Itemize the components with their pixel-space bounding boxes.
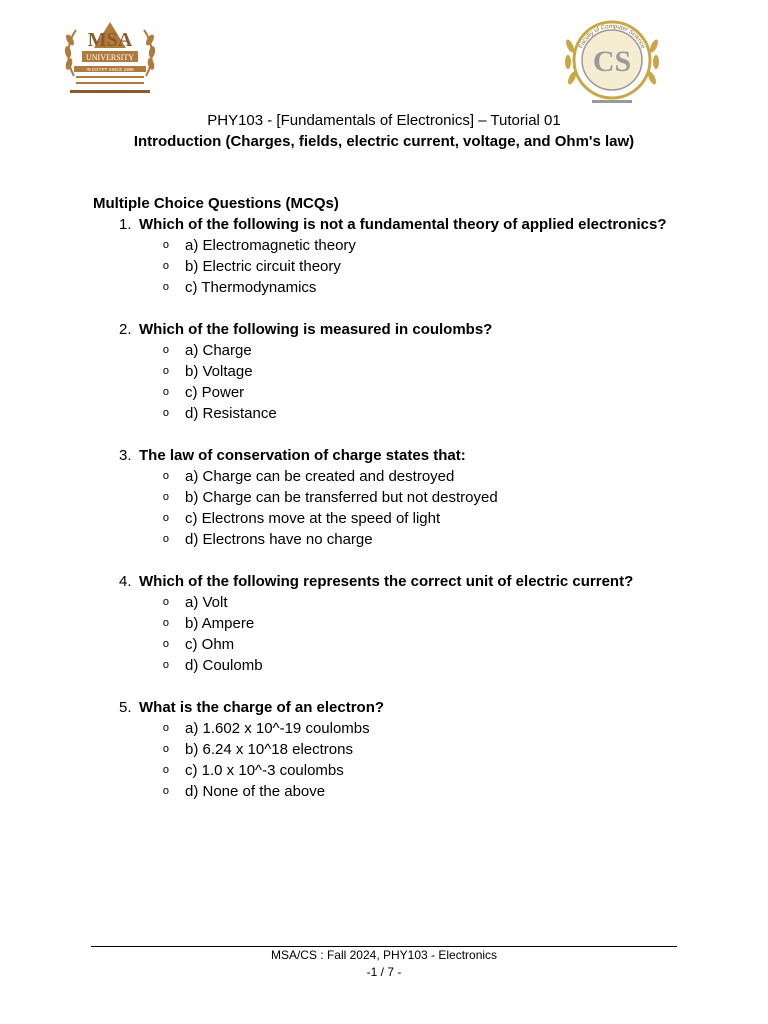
question-item xyxy=(93,319,693,424)
circle-bullet-icon: o xyxy=(162,239,169,251)
option-text: a) 1.602 x 10^-19 coulombs xyxy=(185,720,370,737)
logo-main-text: MSA xyxy=(87,29,133,51)
option-text: c) Electrons move at the speed of light xyxy=(185,510,441,527)
circle-bullet-icon: o xyxy=(162,512,169,524)
seal-ring-text: Faculty of Computer Science xyxy=(578,23,646,50)
circle-bullet-icon: o xyxy=(162,407,169,419)
question-number: 1. xyxy=(119,216,132,233)
option-list xyxy=(93,718,693,802)
faculty-cs-seal-logo xyxy=(556,16,668,108)
option-item xyxy=(93,592,693,613)
circle-bullet-icon: o xyxy=(162,344,169,356)
logo-sub-text: UNIVERSITY xyxy=(86,53,134,62)
question-item xyxy=(93,214,693,298)
option-item xyxy=(93,277,693,298)
question-item xyxy=(93,571,693,676)
option-text: d) None of the above xyxy=(185,783,326,800)
question-number: 4. xyxy=(119,573,132,590)
question-text: Which of the following represents the correct unit of electric current? xyxy=(139,573,634,590)
circle-bullet-icon: o xyxy=(162,470,169,482)
circle-bullet-icon: o xyxy=(162,764,169,776)
circle-bullet-icon: o xyxy=(162,596,169,608)
question-line xyxy=(93,697,693,718)
option-item xyxy=(93,256,693,277)
option-item xyxy=(93,403,693,424)
question-number: 3. xyxy=(119,447,132,464)
circle-bullet-icon: o xyxy=(162,659,169,671)
circle-bullet-icon: o xyxy=(162,722,169,734)
option-list xyxy=(93,592,693,676)
question-line xyxy=(93,319,693,340)
question-text: What is the charge of an electron? xyxy=(139,699,385,716)
option-item xyxy=(93,487,693,508)
option-item xyxy=(93,718,693,739)
question-item xyxy=(93,445,693,550)
circle-bullet-icon: o xyxy=(162,491,169,503)
tutorial-title: PHY103 - [Fundamentals of Electronics] – Tutorial 01 xyxy=(207,112,561,129)
circle-bullet-icon: o xyxy=(162,533,169,545)
question-line xyxy=(93,445,693,466)
section-title: Multiple Choice Questions (MCQs) xyxy=(93,195,339,212)
circle-bullet-icon: o xyxy=(162,617,169,629)
option-item xyxy=(93,655,693,676)
option-item xyxy=(93,466,693,487)
option-text: a) Volt xyxy=(185,594,228,611)
circle-bullet-icon: o xyxy=(162,743,169,755)
option-text: c) Thermodynamics xyxy=(185,279,317,296)
option-list xyxy=(93,466,693,550)
option-text: b) Charge can be transferred but not destroyed xyxy=(185,489,498,506)
option-list xyxy=(93,235,693,298)
page-footer xyxy=(91,947,677,981)
circle-bullet-icon: o xyxy=(162,386,169,398)
tutorial-subtitle: Introduction (Charges, fields, electric current, voltage, and Ohm's law) xyxy=(133,133,635,150)
question-number: 2. xyxy=(119,321,132,338)
circle-bullet-icon: o xyxy=(162,260,169,272)
question-text: Which of the following is measured in coulombs? xyxy=(139,321,493,338)
option-item xyxy=(93,529,693,550)
question-list xyxy=(93,214,693,802)
seal-center-text: CS xyxy=(592,45,632,78)
option-text: d) Coulomb xyxy=(185,657,263,674)
option-text: a) Charge can be created and destroyed xyxy=(185,468,455,485)
question-number: 5. xyxy=(119,699,132,716)
question-item xyxy=(93,697,693,802)
option-item xyxy=(93,781,693,802)
circle-bullet-icon: o xyxy=(162,785,169,797)
msa-university-logo xyxy=(60,18,160,106)
option-item xyxy=(93,361,693,382)
question-line xyxy=(93,214,693,235)
option-item xyxy=(93,235,693,256)
footer-page-number: -1 / 7 - xyxy=(366,965,402,979)
option-text: d) Resistance xyxy=(185,405,277,422)
document-header xyxy=(100,110,668,152)
option-list xyxy=(93,340,693,424)
option-text: a) Charge xyxy=(185,342,252,359)
circle-bullet-icon: o xyxy=(162,365,169,377)
option-text: c) 1.0 x 10^-3 coulombs xyxy=(185,762,344,779)
option-text: d) Electrons have no charge xyxy=(185,531,373,548)
option-item xyxy=(93,613,693,634)
option-item xyxy=(93,340,693,361)
question-text: The law of conservation of charge states that: xyxy=(139,447,466,464)
option-text: c) Ohm xyxy=(185,636,235,653)
circle-bullet-icon: o xyxy=(162,638,169,650)
option-item xyxy=(93,508,693,529)
option-item xyxy=(93,634,693,655)
question-line xyxy=(93,571,693,592)
option-item xyxy=(93,760,693,781)
option-text: b) Voltage xyxy=(185,363,253,380)
option-text: b) 6.24 x 10^18 electrons xyxy=(185,741,353,758)
question-text: Which of the following is not a fundamental theory of applied electronics? xyxy=(139,216,667,233)
option-text: c) Power xyxy=(185,384,245,401)
option-item xyxy=(93,739,693,760)
mcq-section xyxy=(93,193,693,802)
option-text: b) Electric circuit theory xyxy=(185,258,341,275)
option-text: a) Electromagnetic theory xyxy=(185,237,356,254)
option-item xyxy=(93,382,693,403)
option-text: b) Ampere xyxy=(185,615,255,632)
circle-bullet-icon: o xyxy=(162,281,169,293)
logo-small-text: IN EGYPT SINCE 1996 xyxy=(86,67,134,72)
footer-course-text: MSA/CS : Fall 2024, PHY103 - Electronics xyxy=(270,948,498,962)
